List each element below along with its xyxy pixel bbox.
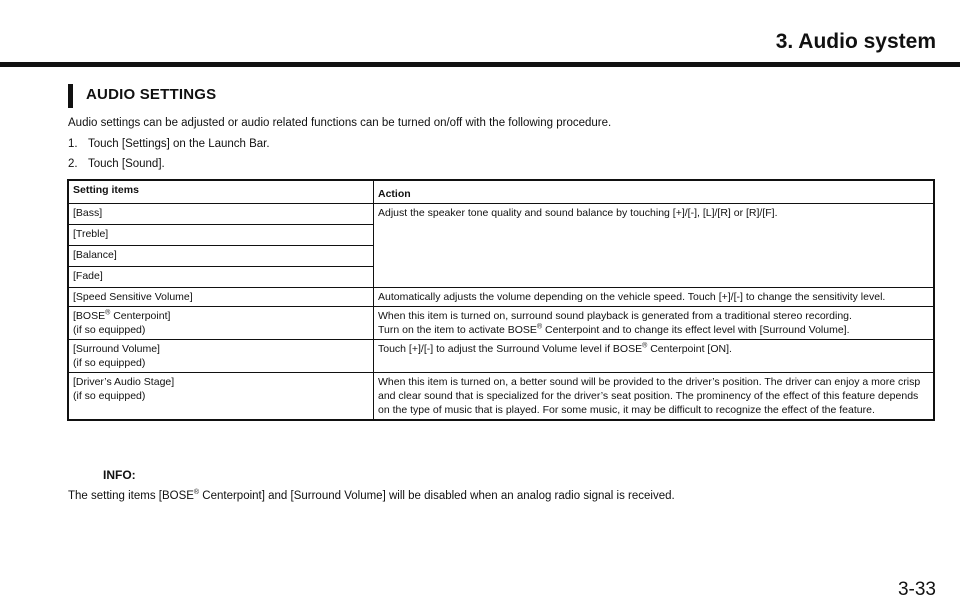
item-label: [BOSE [73,310,106,322]
item-note: (if so equipped) [73,390,146,402]
intro-paragraph: Audio settings can be adjusted or audio related functions can be turned on/off with the following procedure. [68,117,612,129]
item-label: Centerpoint] [110,310,171,322]
table-row [68,288,934,307]
info-text-part: Centerpoint] and [Surround Volume] will be disabled when an analog radio signal is received. [199,490,675,502]
step-text: Touch [Settings] on the Launch Bar. [88,138,270,150]
step-2 [68,158,165,170]
action-text: When this item is turned on, surround sound playback is generated from a traditional stereo recording. [378,310,852,322]
item-bass: [Bass] [68,204,374,225]
item-drivers-audio-stage [68,373,374,421]
action-text: Touch [+]/[-] to adjust the Surround Volume level if BOSE [378,343,643,355]
table-header-row [68,180,934,204]
step-text: Touch [Sound]. [88,158,165,170]
action-text: Centerpoint [ON]. [647,343,732,355]
registered-mark: ® [642,342,648,350]
step-number: 2. [68,158,78,170]
action-text: Centerpoint and to change its effect level with [Surround Volume]. [542,324,850,336]
table-row [68,204,934,225]
action-drivers-audio-stage: When this item is turned on, a better sound will be provided to the driver’s position. The driver can enjoy a more crisp and clear sound that is specialized for the driver’s seat position. The prominency of the effect of this feature depends on the type of music that is played. For some music, it may be difficult to recognize the effect of the feature. [374,373,935,421]
step-1 [68,138,270,150]
item-bose-centerpoint [68,307,374,340]
chapter-title: 3. Audio system [775,30,936,53]
header-action: Action [374,180,935,204]
table-row [68,307,934,340]
header-rule [0,62,960,67]
info-text [68,490,675,502]
section-title: AUDIO SETTINGS [86,86,217,103]
info-label: INFO: [103,468,136,482]
item-label: [Surround Volume] [73,343,160,355]
action-tone-balance: Adjust the speaker tone quality and sound balance by touching [+]/[-], [L]/[R] or [R]/[F]. [374,204,935,288]
item-label: [Driver’s Audio Stage] [73,376,175,388]
action-text: Turn on the item to activate BOSE [378,324,537,336]
action-surround-volume [374,340,935,373]
settings-table [67,179,935,421]
item-speed-sensitive-volume: [Speed Sensitive Volume] [68,288,374,307]
step-number: 1. [68,138,78,150]
action-speed-sensitive-volume: Automatically adjusts the volume depending on the vehicle speed. Touch [+]/[-] to change the sensitivity level. [374,288,935,307]
item-note: (if so equipped) [73,357,146,369]
item-fade: [Fade] [68,267,374,288]
info-text-part: The setting items [BOSE [68,490,194,502]
registered-mark: ® [105,309,111,317]
item-note: (if so equipped) [73,324,146,336]
item-treble: [Treble] [68,225,374,246]
page-number: 3-33 [897,579,936,600]
table-row [68,373,934,421]
registered-mark: ® [193,489,200,497]
item-balance: [Balance] [68,246,374,267]
action-bose-centerpoint [374,307,935,340]
registered-mark: ® [536,323,543,331]
header-setting-items: Setting items [68,180,374,204]
item-surround-volume [68,340,374,373]
table-row [68,340,934,373]
section-marker-bar [68,84,73,108]
